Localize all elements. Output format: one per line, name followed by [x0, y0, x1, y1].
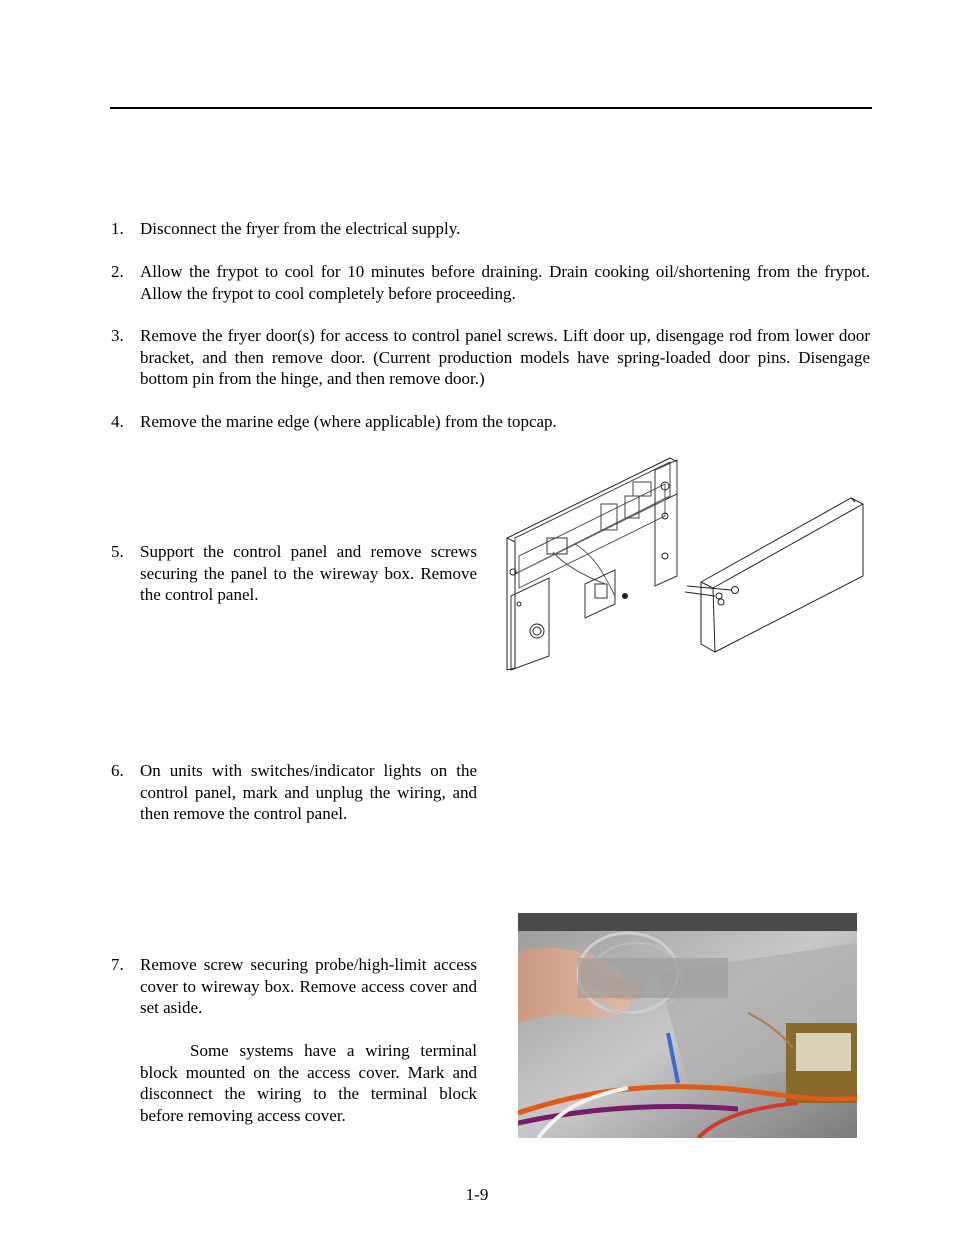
- step-number: 3.: [111, 326, 124, 345]
- step-number: 6.: [111, 761, 124, 780]
- page-number: 1-9: [465, 1185, 489, 1204]
- step-text: On units with switches/indicator lights on the control panel, mark and unplug the wiring, and then remove the control panel.: [140, 761, 477, 823]
- step-number: 4.: [111, 412, 124, 431]
- control-panel-diagram: [505, 456, 867, 674]
- step-number: 2.: [111, 262, 124, 281]
- step-text: Remove the marine edge (where applicable) from the topcap.: [140, 412, 557, 431]
- step-text: Remove the fryer door(s) for access to control panel screws. Lift door up, disengage rod from lower door bracket, and then remove door. (Current production models have spring-loaded door pins. Disengage bottom pin from the hinge, and then remove door.): [140, 326, 870, 388]
- header-rule: [110, 107, 872, 109]
- step-text: Disconnect the fryer from the electrical supply.: [140, 219, 461, 238]
- step-text: Support the control panel and remove screws securing the panel to the wireway box. Remove the control panel.: [140, 542, 477, 604]
- step-number: 7.: [111, 955, 124, 974]
- step-note: Some systems have a wiring terminal block mounted on the access cover. Mark and disconnect the wiring to the terminal block before removing access cover.: [140, 1041, 477, 1125]
- step-text: Allow the frypot to cool for 10 minutes before draining. Drain cooking oil/shortening from the frypot. Allow the frypot to cool completely before proceeding.: [140, 262, 870, 303]
- step-number: 5.: [111, 542, 124, 561]
- step-number: 1.: [111, 219, 124, 238]
- access-cover-photo: [518, 913, 857, 1138]
- step-text: Remove screw securing probe/high-limit access cover to wireway box. Remove access cover and set aside.: [140, 955, 477, 1017]
